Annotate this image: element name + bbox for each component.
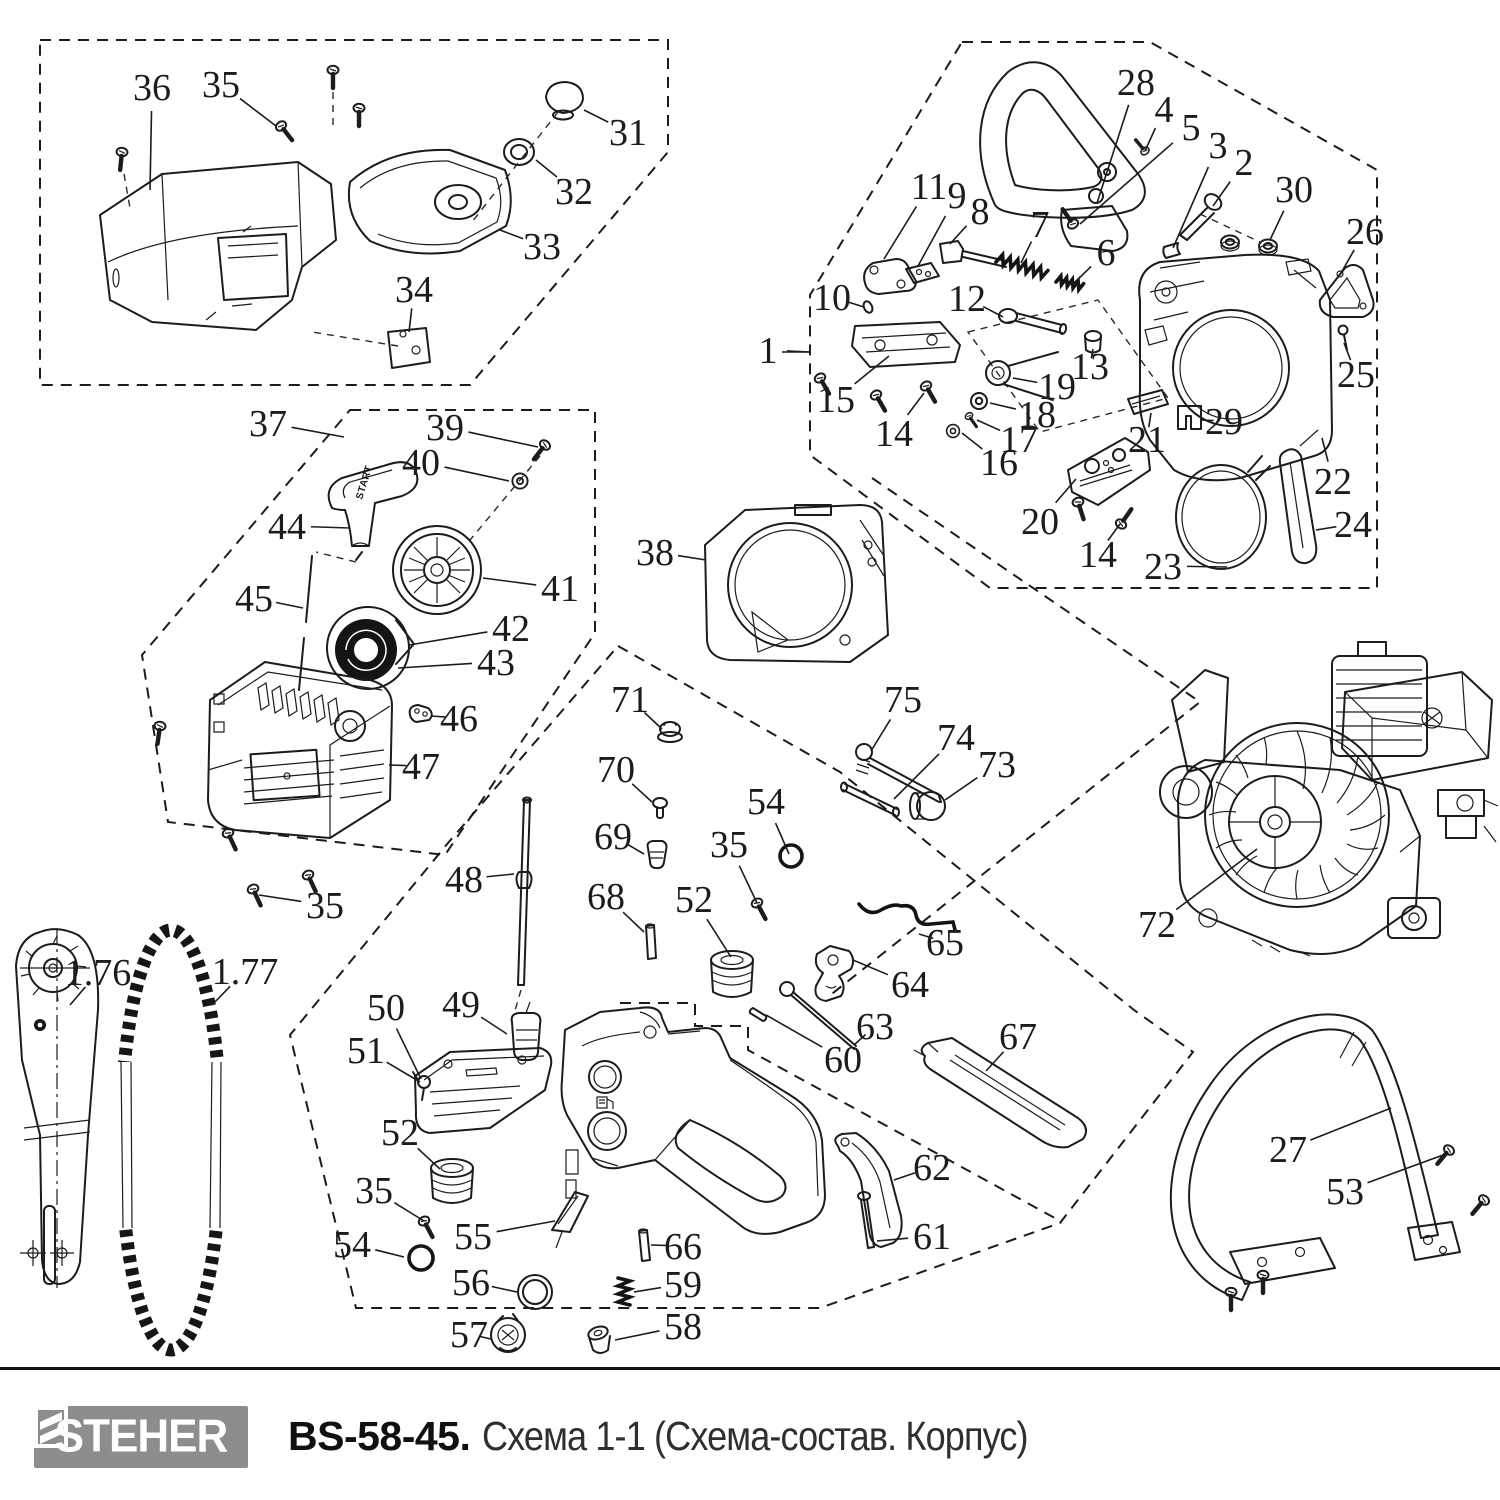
part-56-ring <box>518 1275 552 1309</box>
leader-line-62 <box>894 1173 915 1180</box>
part-49-fuel-filter <box>512 1002 541 1060</box>
brake-clutch-group-outline <box>810 42 1377 588</box>
part-label-45: 45 <box>235 578 273 620</box>
hardware-35-screws-top <box>115 66 558 346</box>
part-label-24: 24 <box>1334 504 1372 546</box>
leader-line-23 <box>1187 566 1227 567</box>
part-label-73: 73 <box>978 744 1016 786</box>
part-label-35: 35 <box>306 885 344 927</box>
scheme-title: Схема 1-1 (Схема-состав. Корпус) <box>482 1413 1029 1459</box>
part-label-1.77: 1.77 <box>211 951 279 993</box>
part-label-10: 10 <box>813 277 851 319</box>
part-24-trim <box>1280 449 1316 563</box>
part-label-52: 52 <box>675 879 713 921</box>
leader-line-32 <box>536 160 557 177</box>
part-35-screw-mid <box>750 897 770 922</box>
leader-line-39 <box>468 432 538 447</box>
part-label-1: 1 <box>758 330 778 372</box>
leader-line-18 <box>990 403 1016 409</box>
part-label-5: 5 <box>1181 107 1201 149</box>
leader-line-45 <box>276 603 303 609</box>
part-label-60: 60 <box>824 1039 862 1081</box>
leader-line-68 <box>623 912 644 932</box>
part-21-plate <box>1128 390 1168 414</box>
part-33-filter-cover <box>349 150 511 254</box>
part-label-37: 37 <box>249 403 287 445</box>
leader-line-52 <box>418 1148 440 1169</box>
part-label-21: 21 <box>1128 419 1166 461</box>
leader-line-41 <box>483 578 536 585</box>
part-tank-body <box>562 1007 825 1233</box>
part-label-42: 42 <box>492 608 530 650</box>
part-label-33: 33 <box>523 226 561 268</box>
part-18-washer <box>971 393 987 409</box>
part-46-pawl <box>410 705 432 722</box>
model-number: BS-58-45. <box>288 1413 471 1459</box>
leader-line-14 <box>908 393 925 415</box>
part-label-23: 23 <box>1144 546 1182 588</box>
part-60-pin <box>750 1008 766 1021</box>
leader-line-49 <box>481 1017 507 1034</box>
part-75-bolt-spring <box>856 744 941 802</box>
leader-line-40 <box>444 467 509 481</box>
part-label-14: 14 <box>875 413 913 455</box>
part-55-bracket <box>552 1192 588 1248</box>
leader-line-48 <box>487 874 515 877</box>
leader-line-38 <box>678 556 706 560</box>
engine-assembly <box>1160 642 1498 956</box>
part-label-29: 29 <box>1205 401 1243 443</box>
part-59-spring <box>618 1278 630 1305</box>
part-label-69: 69 <box>594 816 632 858</box>
leader-line-26 <box>1341 250 1354 273</box>
leader-line-11 <box>884 206 916 259</box>
part-label-15: 15 <box>817 379 855 421</box>
part-70-plug <box>653 798 667 818</box>
part-label-66: 66 <box>664 1226 702 1268</box>
part-69-grommet <box>648 841 667 868</box>
leader-line-35 <box>259 895 301 901</box>
part-label-62: 62 <box>913 1147 951 1189</box>
part-label-6: 6 <box>1096 232 1116 274</box>
leader-line-35 <box>240 99 276 126</box>
leader-line-37 <box>292 427 344 437</box>
part-41-rope-pulley <box>393 526 481 614</box>
part-62-guard-bracket <box>835 1133 901 1247</box>
part-label-64: 64 <box>891 964 929 1006</box>
part-label-16: 16 <box>980 442 1018 484</box>
part-34-bracket <box>388 328 430 368</box>
part-label-25: 25 <box>1337 354 1375 396</box>
part-7-spring <box>996 253 1049 279</box>
part-label-2: 2 <box>1234 142 1254 184</box>
part-label-61: 61 <box>913 1216 951 1258</box>
part-label-20: 20 <box>1021 501 1059 543</box>
part-label-1.76: 1.76 <box>64 952 132 994</box>
leader-line-35 <box>739 866 757 903</box>
part-label-13: 13 <box>1071 346 1109 388</box>
part-43-rewind-spring <box>335 619 397 681</box>
leader-line-54 <box>375 1250 404 1257</box>
part-label-50: 50 <box>367 987 405 1029</box>
part-label-72: 72 <box>1138 904 1176 946</box>
part-label-70: 70 <box>597 749 635 791</box>
part-label-46: 46 <box>440 698 478 740</box>
fuel-pump-icon <box>597 1097 613 1109</box>
part-label-68: 68 <box>587 876 625 918</box>
part-label-17: 17 <box>1000 419 1038 461</box>
leader-line-53 <box>1368 1155 1443 1183</box>
part-label-31: 31 <box>609 112 647 154</box>
part-39-screw <box>530 438 552 462</box>
leader-line-27 <box>1310 1108 1391 1140</box>
leader-line-6 <box>1073 266 1091 284</box>
hardware-35-screws-starter <box>152 721 321 908</box>
part-label-48: 48 <box>445 859 483 901</box>
part-22-clutch-cover <box>1139 255 1332 481</box>
part-11-lever <box>864 259 916 294</box>
steher-logo-text: STEHER <box>54 1410 228 1463</box>
part-26-gasket <box>1320 265 1374 317</box>
part-48-oil-pipe <box>514 798 532 1015</box>
leader-line-36 <box>150 111 152 190</box>
part-36-top-cover <box>100 162 336 330</box>
leader-line-55 <box>497 1221 555 1232</box>
leader-line-31 <box>584 110 608 122</box>
part-label-11: 11 <box>910 166 948 208</box>
part-27-front-handle <box>1171 1014 1460 1300</box>
leader-line-52 <box>707 919 731 957</box>
part-label-35: 35 <box>202 64 240 106</box>
part-label-18: 18 <box>1018 394 1056 436</box>
leader-line-20 <box>1056 479 1076 503</box>
leader-line-58 <box>615 1331 659 1340</box>
part-label-19: 19 <box>1038 366 1076 408</box>
part-label-35: 35 <box>710 824 748 866</box>
leader-line-70 <box>632 784 652 802</box>
part-label-54: 54 <box>333 1224 371 1266</box>
part-label-49: 49 <box>442 984 480 1026</box>
leader-line-56 <box>492 1287 517 1293</box>
part-68-pin <box>646 924 656 959</box>
leader-line-43 <box>398 663 472 668</box>
part-label-27: 27 <box>1269 1129 1307 1171</box>
part-label-71: 71 <box>611 679 649 721</box>
part-label-14: 14 <box>1079 534 1117 576</box>
leader-line-73 <box>945 778 977 800</box>
part-38-fan-housing <box>705 505 888 662</box>
part-52-cap-upper <box>711 951 753 997</box>
leader-line-1 <box>787 351 810 352</box>
steher-logo <box>34 1406 248 1468</box>
part-66-pin <box>639 1229 650 1261</box>
part-label-35: 35 <box>355 1170 393 1212</box>
part-label-53: 53 <box>1326 1171 1364 1213</box>
part-32-washer <box>504 139 534 165</box>
part-label-12: 12 <box>948 278 986 320</box>
leader-line-34 <box>409 308 412 332</box>
part-label-65: 65 <box>926 922 964 964</box>
part-label-55: 55 <box>454 1216 492 1258</box>
part-label-43: 43 <box>477 642 515 684</box>
part-label-51: 51 <box>347 1030 385 1072</box>
part-label-74: 74 <box>937 717 975 759</box>
part-label-57: 57 <box>450 1314 488 1356</box>
part-label-28: 28 <box>1117 62 1155 104</box>
leader-line-35 <box>394 1203 424 1221</box>
leader-line-19 <box>1013 378 1037 382</box>
part-label-39: 39 <box>426 407 464 449</box>
part-label-54: 54 <box>747 781 785 823</box>
leader-line-61 <box>877 1238 908 1241</box>
part-label-4: 4 <box>1154 89 1174 131</box>
part-label-52: 52 <box>381 1112 419 1154</box>
footer-caption <box>288 1413 1102 1460</box>
leader-line-30 <box>1270 211 1284 240</box>
leader-line-15 <box>855 356 889 384</box>
part-label-38: 38 <box>636 532 674 574</box>
part-label-41: 41 <box>541 568 579 610</box>
leader-line-44 <box>311 527 350 528</box>
leader-line-28 <box>1097 105 1129 203</box>
part-label-47: 47 <box>402 746 440 788</box>
part-label-40: 40 <box>402 442 440 484</box>
part-label-44: 44 <box>268 506 306 548</box>
starter-handle-start-text: START <box>354 464 376 501</box>
starter-axis <box>470 456 540 540</box>
part-label-36: 36 <box>133 67 171 109</box>
leader-line-22 <box>1322 438 1328 462</box>
part-label-30: 30 <box>1275 169 1313 211</box>
leader-line-60 <box>766 1015 822 1047</box>
leader-line-75 <box>871 719 890 751</box>
part-label-8: 8 <box>970 191 990 233</box>
part-label-32: 32 <box>555 171 593 213</box>
part-16-washer <box>947 425 960 438</box>
leader-line-42 <box>409 632 487 645</box>
part-74-rod <box>841 783 899 817</box>
part-label-9: 9 <box>947 175 967 217</box>
handle-subgroup-outline <box>620 1003 1062 1222</box>
leader-line-4 <box>1145 128 1155 151</box>
part-54-oring-upper <box>780 845 802 867</box>
part-31-knob <box>546 82 583 120</box>
part-25-pin <box>1339 326 1348 351</box>
part-58-bushing <box>587 1324 610 1353</box>
part-label-75: 75 <box>884 679 922 721</box>
footer-divider <box>0 1367 1500 1370</box>
part-label-3: 3 <box>1208 125 1228 167</box>
part-label-63: 63 <box>856 1006 894 1048</box>
part-71-cap-nut <box>658 722 682 742</box>
part-label-26: 26 <box>1346 211 1384 253</box>
part-label-59: 59 <box>664 1264 702 1306</box>
part-label-56: 56 <box>452 1262 490 1304</box>
leader-line-33 <box>500 230 523 239</box>
part-label-34: 34 <box>395 269 433 311</box>
part-label-7: 7 <box>1030 204 1050 246</box>
hardware-53-screws <box>1226 1143 1491 1310</box>
part-label-22: 22 <box>1314 461 1352 503</box>
part-54-oring-lower <box>409 1246 433 1270</box>
part-57-oil-cap <box>491 1314 525 1352</box>
leader-line-17 <box>977 420 1000 430</box>
part-label-58: 58 <box>664 1306 702 1348</box>
leader-line-50 <box>396 1029 421 1079</box>
leader-line-59 <box>634 1288 661 1292</box>
part-label-67: 67 <box>999 1016 1037 1058</box>
